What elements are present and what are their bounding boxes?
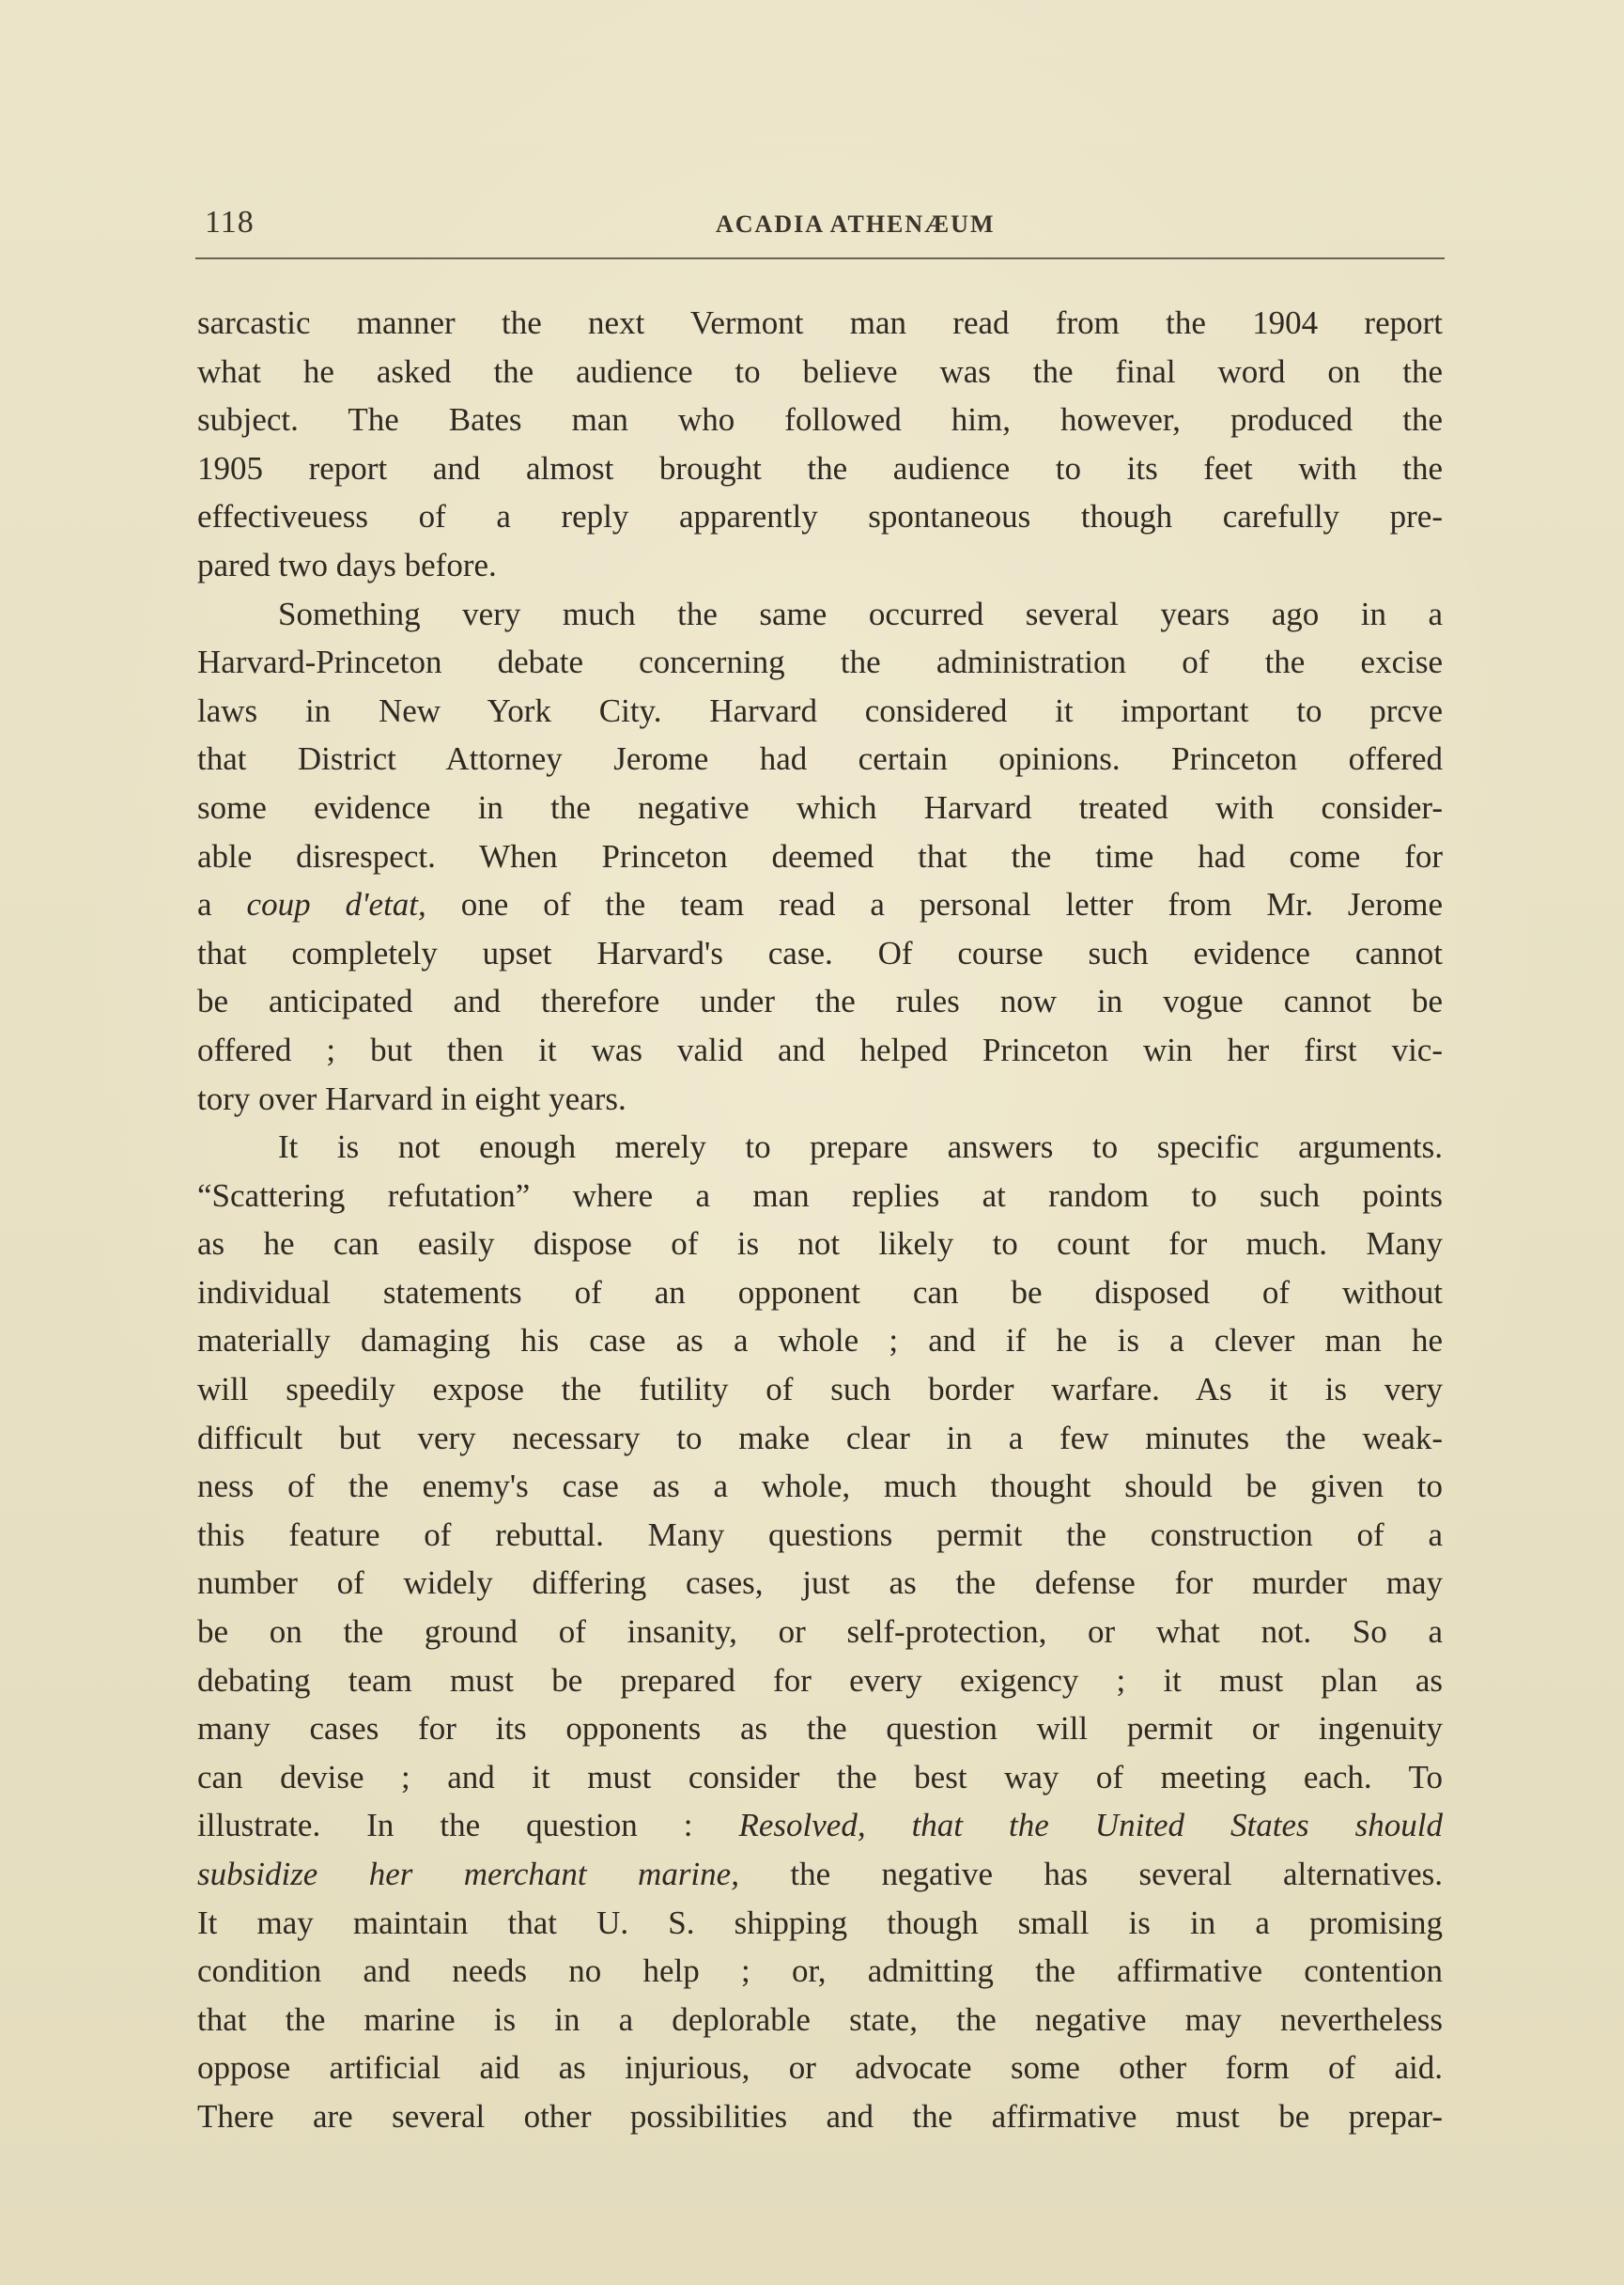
text-line: that completely upset Harvard's case. Of course such evidence cannot <box>197 934 1443 972</box>
text-line: pared two days before. <box>197 546 497 583</box>
text-fragment: one of the team read a personal letter from Mr. Jerome <box>460 886 1443 924</box>
text-line: sarcastic manner the next Vermont man read from the 1904 report <box>197 304 1443 341</box>
text-line: materially damaging his case as a whole ; and if he is a clever man he <box>197 1322 1443 1360</box>
running-title: ACADIA ATHENÆUM <box>716 210 996 238</box>
text-line: subject. The Bates man who followed him, however, produced the <box>197 401 1443 439</box>
text-line: debating team must be prepared for every exigency ; it must plan as <box>197 1661 1443 1699</box>
text-line: this feature of rebuttal. Many questions permit the construction of a <box>197 1516 1443 1553</box>
italic-phrase: subsidize her merchant marine, <box>197 1856 739 1892</box>
text-line: be on the ground of insanity, or self-protection, or what not. So a <box>197 1613 1443 1651</box>
text-line: that the marine is in a deplorable state, the negative may nevertheless <box>197 2000 1443 2038</box>
text-line: It may maintain that U. S. shipping though small is in a promising <box>197 1904 1443 1941</box>
italic-phrase: coup d'etat, <box>246 886 426 924</box>
text-line: laws in New York City. Harvard considered it important to prcve <box>197 692 1443 729</box>
text-line: ness of the enemy's case as a whole, much thought should be given to <box>197 1468 1443 1505</box>
text-line: that District Attorney Jerome had certain opinions. Princeton offered <box>197 740 1443 778</box>
text-line: will speedily expose the futility of such border warfare. As it is very <box>197 1371 1443 1408</box>
text-line: effectiveuess of a reply apparently spontaneous though carefully pre- <box>197 498 1443 536</box>
text-line: what he asked the audience to believe was the final word on the <box>197 352 1443 390</box>
header-rule <box>195 257 1445 259</box>
text-fragment: the negative has several alternatives. <box>790 1856 1444 1892</box>
text-fragment: illustrate. In the question : <box>197 1807 693 1844</box>
text-line: as he can easily dispose of is not likely to count for much. Many <box>197 1225 1443 1263</box>
text-line: condition and needs no help ; or, admitting the affirmative contention <box>197 1952 1443 1990</box>
text-line <box>197 1801 1443 1850</box>
text-line: There are several other possibilities and the affirmative must be prepar- <box>197 2097 1443 2135</box>
text-line: be anticipated and therefore under the rules now in vogue cannot be <box>197 983 1443 1020</box>
text-line <box>197 1850 1443 1899</box>
text-line: It is not enough merely to prepare answers to specific arguments. <box>278 1128 1443 1166</box>
text-line: Something very much the same occurred several years ago in a <box>278 595 1443 632</box>
italic-phrase: Resolved, that the United States should <box>738 1807 1444 1844</box>
page-header <box>197 205 1443 242</box>
text-line: some evidence in the negative which Harvard treated with consider- <box>197 788 1443 826</box>
text-line: offered ; but then it was valid and helped Princeton win her first vic- <box>197 1031 1443 1068</box>
text-line <box>197 880 1443 929</box>
text-fragment: a <box>197 886 212 924</box>
text-line: difficult but very necessary to make clear in a few minutes the weak- <box>197 1419 1443 1456</box>
body-text <box>197 299 1443 2141</box>
text-line: number of widely differing cases, just as the defense for murder may <box>197 1564 1443 1602</box>
text-line: 1905 report and almost brought the audience to its feet with the <box>197 449 1443 487</box>
text-line: “Scattering refutation” where a man replies at random to such points <box>197 1176 1443 1214</box>
text-line: oppose artificial aid as injurious, or advocate some other form of aid. <box>197 2049 1443 2087</box>
text-line: can devise ; and it must consider the best way of meeting each. To <box>197 1758 1443 1795</box>
text-line: many cases for its opponents as the question will permit or ingenuity <box>197 1710 1443 1748</box>
text-line: individual statements of an opponent can be disposed of without <box>197 1273 1443 1311</box>
text-line: Harvard-Princeton debate concerning the administration of the excise <box>197 644 1443 681</box>
text-line: tory over Harvard in eight years. <box>197 1080 626 1117</box>
page-number: 118 <box>205 205 255 240</box>
text-line: able disrespect. When Princeton deemed that the time had come for <box>197 837 1443 875</box>
